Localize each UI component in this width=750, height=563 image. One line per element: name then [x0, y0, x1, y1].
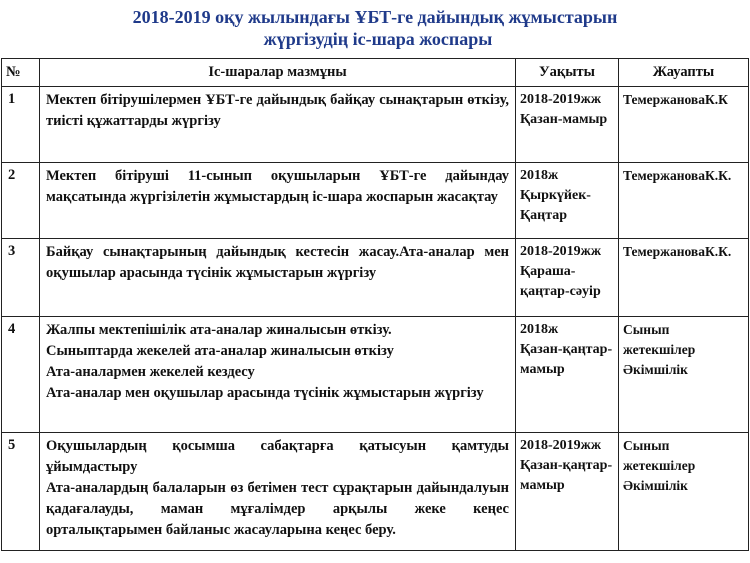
- row-number: 5: [2, 433, 40, 551]
- responsible-line: Сынып жетекшілер: [623, 438, 696, 473]
- row-responsible: [619, 163, 749, 239]
- time-line: мамыр: [520, 478, 565, 493]
- table-row: [2, 239, 749, 317]
- header-content: Іс-шаралар мазмұны: [40, 59, 516, 87]
- row-number: 3: [2, 239, 40, 317]
- row-content: [40, 317, 516, 433]
- row-time: [516, 87, 619, 163]
- content-text: Мектеп бітіруші 11-сынып оқушыларын ҰБТ-ге дайындау мақсатында жүргізілетін жұмыстардың іс-шара жоспарын жасақтау: [46, 168, 509, 205]
- content-text: Ата-аналар мен оқушылар арасында түсінік жұмыстарын жүргізу: [46, 385, 484, 401]
- row-number: 1: [2, 87, 40, 163]
- time-line: Қыркүйек-: [520, 188, 591, 203]
- row-content: [40, 433, 516, 551]
- row-responsible: [619, 433, 749, 551]
- row-content: [40, 239, 516, 317]
- table-header-row: [2, 59, 749, 87]
- header-responsible: Жауапты: [619, 59, 749, 87]
- responsible-line: ТемержановаК.К.: [623, 168, 732, 183]
- header-number: №: [2, 59, 40, 87]
- row-time: [516, 239, 619, 317]
- time-line: қаңтар-сәуір: [520, 284, 601, 299]
- row-content: [40, 87, 516, 163]
- row-content: [40, 163, 516, 239]
- table-row: [2, 317, 749, 433]
- content-text: Жалпы мектепішілік ата-аналар жиналысын өткізу.: [46, 322, 392, 338]
- time-line: 2018ж: [520, 168, 559, 183]
- time-line: Қараша-: [520, 264, 576, 279]
- content-text: Ата-аналардың балаларын өз бетімен тест сұрақтарын дайындалуын қадағалауды, маман мұғалімдер арқылы жеке кеңес орталықтарымен байланыс жасауларына кеңес беру.: [46, 480, 509, 538]
- document-title: [0, 0, 750, 50]
- plan-table: [1, 58, 749, 551]
- row-time: [516, 317, 619, 433]
- time-line: Қаңтар: [520, 208, 568, 223]
- content-text: Сыныптарда жекелей ата-аналар жиналысын өткізу: [46, 343, 394, 359]
- time-line: Қазан-қаңтар-: [520, 342, 613, 357]
- row-responsible: [619, 317, 749, 433]
- row-time: [516, 433, 619, 551]
- row-responsible: [619, 87, 749, 163]
- responsible-line: Әкімшілік: [623, 478, 688, 493]
- row-number: 2: [2, 163, 40, 239]
- row-time: [516, 163, 619, 239]
- table-row: [2, 163, 749, 239]
- responsible-line: Сынып жетекшілер: [623, 322, 696, 357]
- row-responsible: [619, 239, 749, 317]
- title-line-1: 2018-2019 оқу жылындағы ҰБТ-ге дайындық жұмыстарын: [132, 7, 618, 27]
- time-line: Қазан-мамыр: [520, 112, 608, 127]
- row-number: 4: [2, 317, 40, 433]
- time-line: 2018-2019жж: [520, 244, 601, 259]
- content-text: Ата-аналармен жекелей кездесу: [46, 364, 255, 380]
- table-row: [2, 433, 749, 551]
- content-text: Байқау сынақтарының дайындық кестесін жасау.Ата-аналар мен оқушылар арасында түсінік жұмыстарын жүргізу: [46, 244, 509, 281]
- time-line: Қазан-қаңтар-: [520, 458, 613, 473]
- time-line: 2018-2019жж: [520, 92, 601, 107]
- time-line: 2018-2019жж: [520, 438, 601, 453]
- time-line: 2018ж: [520, 322, 559, 337]
- content-text: Мектеп бітірушілермен ҰБТ-ге дайындық байқау сынақтарын өткізу, тиісті құжаттарды жүргізу: [46, 92, 509, 129]
- responsible-line: Әкімшілік: [623, 362, 688, 377]
- time-line: мамыр: [520, 362, 565, 377]
- responsible-line: ТемержановаК.К: [623, 92, 728, 107]
- content-text: Оқушылардың қосымша сабақтарға қатысуын қамтуды ұйымдастыру: [46, 438, 509, 475]
- table-row: [2, 87, 749, 163]
- title-line-2: жүргізудің іс-шара жоспары: [263, 29, 493, 49]
- header-time: Уақыты: [516, 59, 619, 87]
- responsible-line: ТемержановаК.К.: [623, 244, 732, 259]
